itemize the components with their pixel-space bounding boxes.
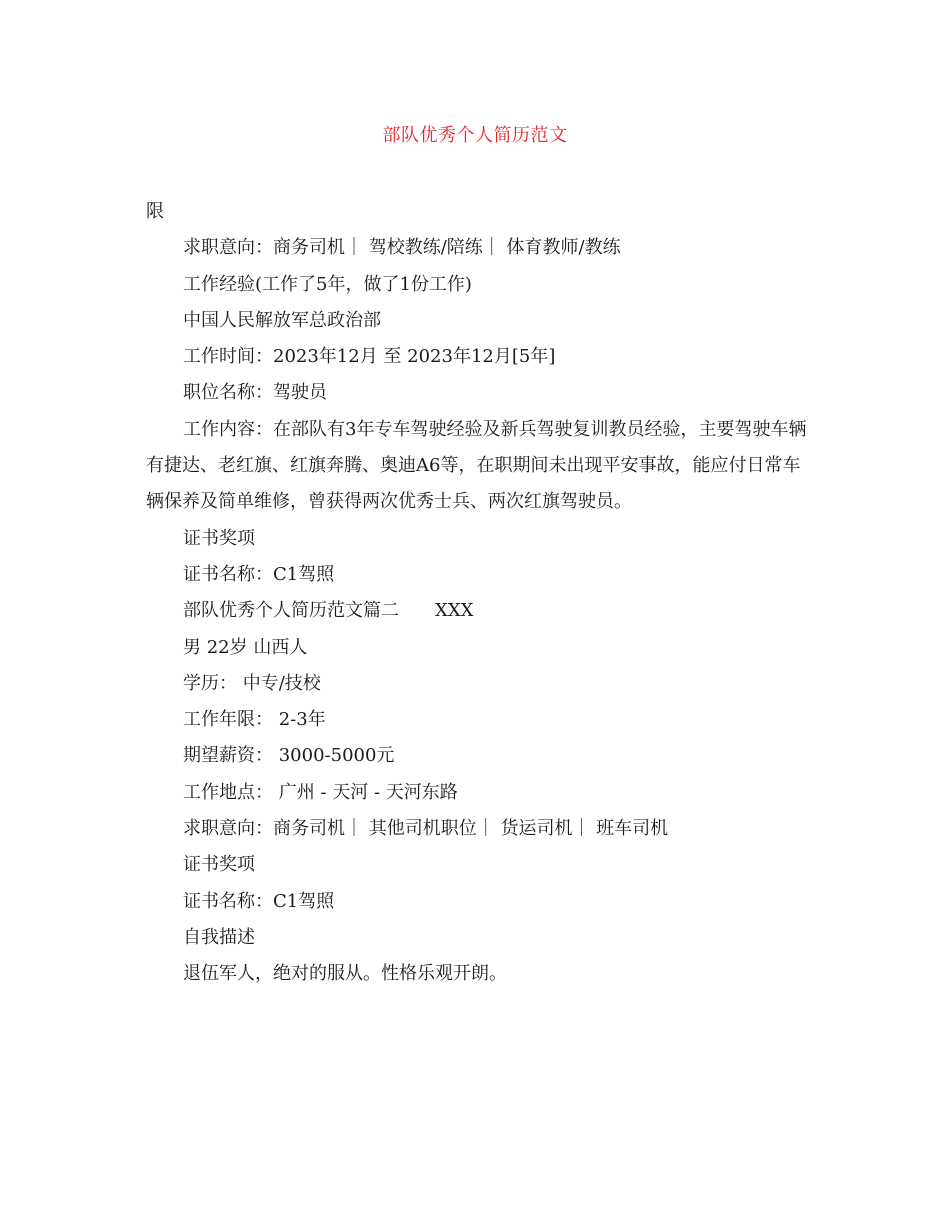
work-location: 工作地点： 广州 - 天河 - 天河东路 (183, 781, 458, 803)
self-description-heading: 自我描述 (183, 926, 255, 948)
job-intention: 求职意向：商务司机｜ 驾校教练/陪练｜ 体育教师/教练 (183, 237, 621, 259)
education: 学历： 中专/技校 (183, 672, 321, 694)
job-intention-two: 求职意向：商务司机｜ 其他司机职位｜ 货运司机｜ 班车司机 (183, 818, 669, 840)
document-title: 部队优秀个人简历范文 (382, 125, 568, 146)
work-period: 工作时间：2023年12月 至 2023年12月[5年] (183, 346, 556, 368)
certificates-heading: 证书奖项 (183, 527, 255, 549)
certificate-name-two: 证书名称：C1驾照 (183, 890, 335, 912)
section-two-heading (146, 593, 808, 629)
expected-salary: 期望薪资： 3000-5000元 (183, 745, 395, 767)
document-body (146, 194, 808, 993)
certificate-name: 证书名称：C1驾照 (183, 563, 335, 585)
work-experience: 工作经验(工作了5年，做了1份工作) (183, 273, 472, 295)
certificates-heading-two: 证书奖项 (183, 854, 255, 876)
position-title: 职位名称：驾驶员 (183, 382, 327, 404)
self-description: 退伍军人，绝对的服从。性格乐观开朗。 (183, 963, 507, 985)
section-two-title: 部队优秀个人简历范文篇二 (183, 600, 399, 622)
work-content: 工作内容：在部队有3年专车驾驶经验及新兵驾驶复训教员经验，主要驾驶车辆有捷达、老红旗、红旗奔腾、奥迪A6等，在职期间未出现平安事故，能应付日常车辆保养及简单维修，曾获得两次优秀士兵、两次红旗驾驶员。 (146, 418, 807, 513)
candidate-name: XXX (435, 600, 474, 622)
years-of-work: 工作年限： 2-3年 (183, 709, 326, 731)
candidate-profile: 男 22岁 山西人 (183, 636, 308, 658)
employer: 中国人民解放军总政治部 (183, 309, 381, 331)
paragraph: 限 (146, 201, 164, 222)
